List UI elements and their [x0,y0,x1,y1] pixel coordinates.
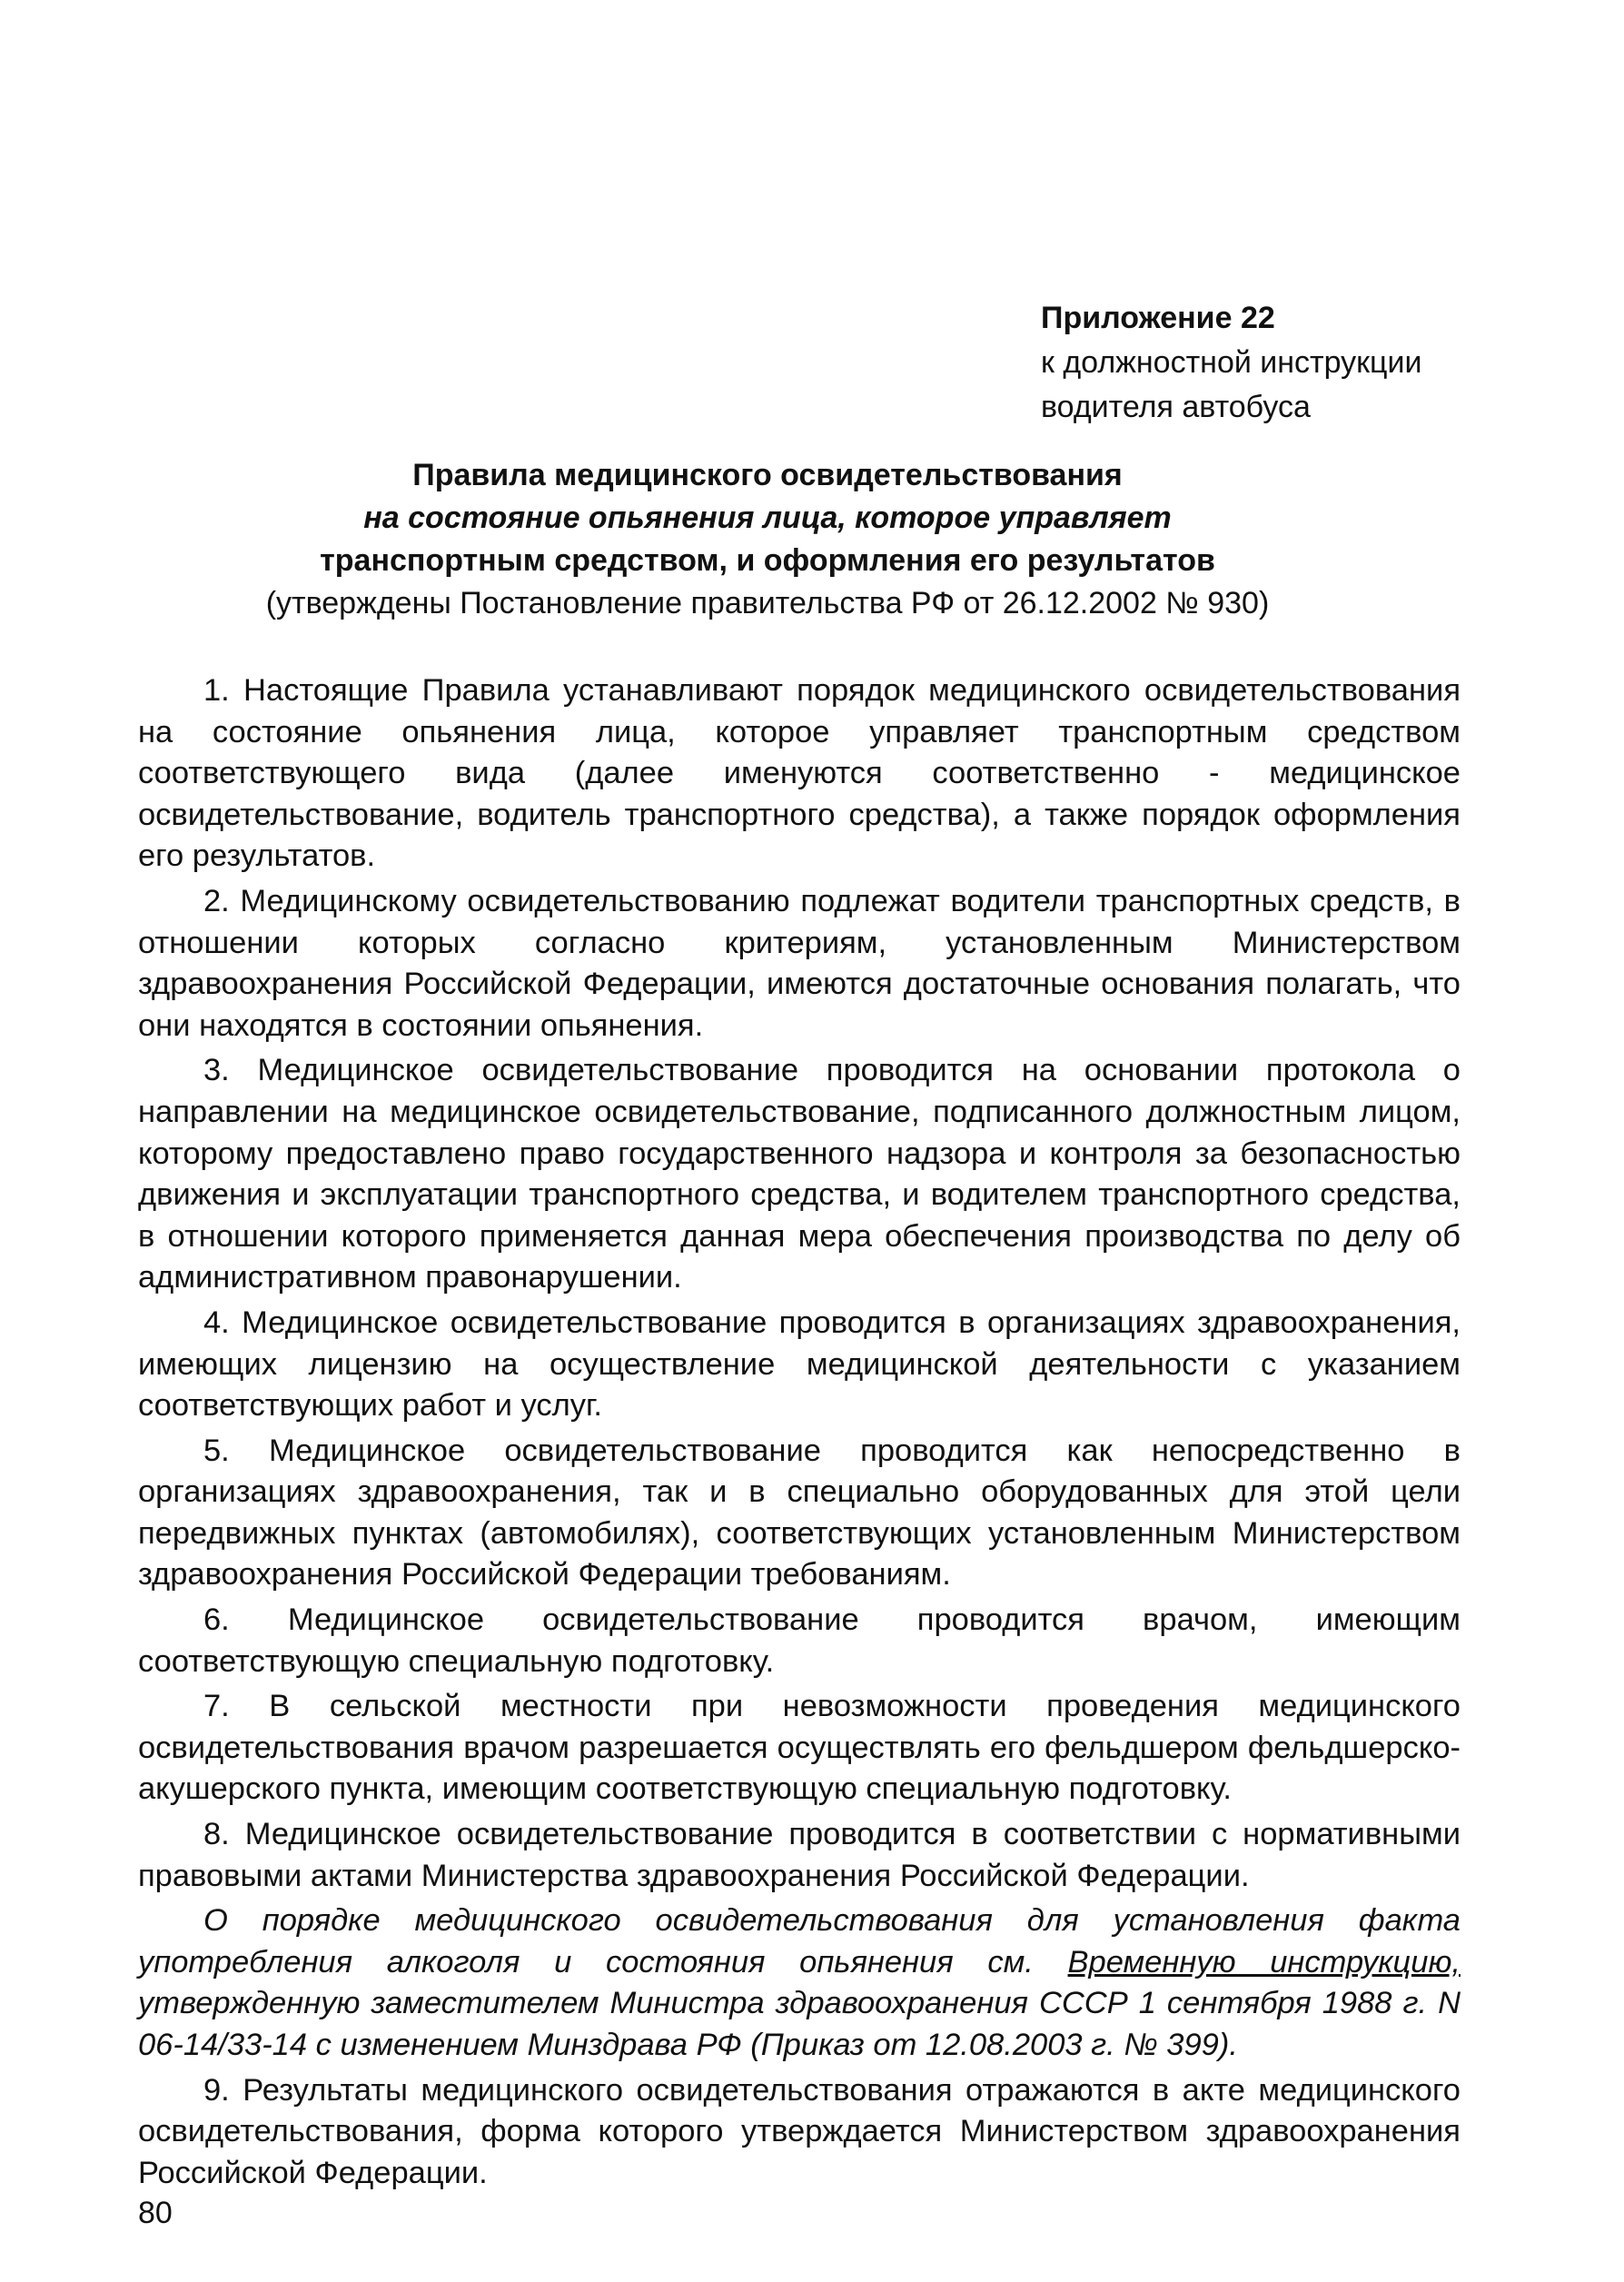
appendix-title: Приложение 22 [1041,301,1275,335]
document-heading [182,454,1353,625]
note-text-before: О порядке медицинского освидетельствования для установления факта употребления алкоголя и состояния опьянения см. [138,1903,1461,1979]
paragraph-2: 2. Медицинскому освидетельствованию подлежат водители транспортных средств, в отношении которых согласно критериям, установленным Министерством здравоохранения Российской Федерации, имеются достаточные основания полагать, что они находятся в состоянии опьянения. [138,883,1461,1043]
paragraph-5: 5. Медицинское освидетельствование проводится как непосредственно в организациях здравоохранения, так и в специально оборудованных для этой цели передвижных пунктах (автомобилях), соответствующих установленным Министерством здравоохранения Российской Федерации требованиям. [138,1433,1461,1592]
appendix-line-1: к должностной инструкции [1041,345,1422,380]
paragraph-9: 9. Результаты медицинского освидетельствования отражаются в акте медицинского освидетельствования, форма которого утверждается Министерством здравоохранения Российской Федерации. [138,2072,1461,2190]
paragraph-7: 7. В сельской местности при невозможности проведения медицинского освидетельствования врачом разрешается осуществлять его фельдшером фельдшерско- акушерского пункта, имеющим соответствующую специальную подготовку. [138,1689,1461,1807]
heading-approval: (утверждены Постановление правительства РФ от 26.12.2002 № 930) [265,586,1270,620]
paragraph-1: 1. Настоящие Правила устанавливают порядок медицинского освидетельствования на состояние опьянения лица, которое управляет транспортным средством соответствующего вида (далее именуются соответственно - медицинское освидетельствование, водитель транспортного средства), а также порядок оформления его результатов. [138,673,1461,874]
paragraph-8: 8. Медицинское освидетельствование проводится в соответствии с нормативными правовыми актами Министерства здравоохранения Российской Федерации. [138,1817,1461,1893]
page-number: 80 [138,2196,173,2230]
document-body [138,670,1461,2198]
note-paragraph [138,1900,1461,2066]
heading-line-3: транспортным средством, и оформления его результатов [320,543,1215,578]
heading-line-2: на состояние опьянения лица, которое управляет [363,501,1172,535]
heading-line-1: Правила медицинского освидетельствования [412,458,1123,492]
paragraph-6: 6. Медицинское освидетельствование проводится врачом, имеющим соответствующую специальную подготовку. [138,1602,1461,1679]
note-text-after: утвержденную заместителем Министра здравоохранения СССР 1 сентября 1988 г. N 06-14/33-14 с изменением Минздрава РФ (Приказ от 12.08.2003 г. № 399). [138,1986,1461,2062]
appendix-line-2: водителя автобуса [1041,390,1311,424]
paragraph-3: 3. Медицинское освидетельствование проводится на основании протокола о направлении на медицинское освидетельствование, подписанного должностным лицом, которому предоставлено право государственного надзора и контроля за безопасностью движения и эксплуатации транспортного средства, и водителем транспортного средства, в отношении которого применяется данная мера обеспечения производства по делу об административном правонарушении. [138,1053,1461,1295]
note-link-instruction[interactable]: Временную инструкцию, [1067,1944,1461,1979]
appendix-header [1041,296,1550,430]
paragraph-4: 4. Медицинское освидетельствование проводится в организациях здравоохранения, имеющих лицензию на осуществление медицинской деятельности с указанием соответствующих работ и услуг. [138,1305,1461,1424]
